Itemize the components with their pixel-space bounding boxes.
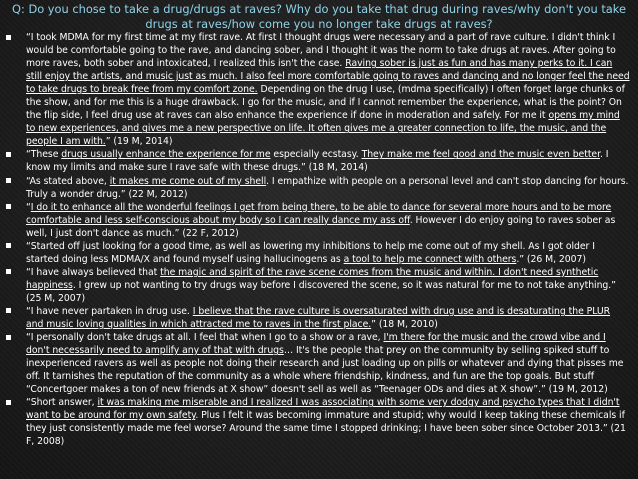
quote-text: … It's the people that prey on the community by selling spiked stuff to inexperienced ravers as well as people not doing their research and just loading up on pills or whatever and dying that pisses me off. It tarnishes the reputation of the community as a whole where friendship, kindness, and fun are the top goals. But stuff “Concertgoer makes a ton of new friends at X show” doesn't sell as well as “Teenager ODs and dies at X show”.” (19 M, 2012) [26, 345, 624, 396]
quote-text: Depending on the drug I use, (mdma specifically) I often forget large chunks of the show, and for me this is a huge drawback. I go for the music, and if I cannot remember the experience, what is the point? On the flip side, I feel drug use at raves can also enhance the experience if done in moderation and safely. For me it [26, 84, 625, 122]
quote-highlight: I believe that the rave culture is oversaturated with drug use and is desaturating the PLUR and music loving qualities in which attracted me to raves in the first place. [26, 305, 611, 331]
quote-text: “I have never partaken in drug use. [26, 305, 193, 317]
quote-highlight: I do it to enhance all the wonderful feelings I get from being there, to be able to dance for several more hours and to be more comfortable and less self-conscious about my body so I can really dance my ass off [26, 201, 612, 226]
quote-list [4, 31, 630, 449]
quote-item [4, 240, 630, 266]
quote-item [4, 266, 630, 305]
quote-text: . I grew up not wanting to try drugs way before I discovered the scene, so it was natural for me to not take anything.” (25 M, 2007) [26, 279, 616, 304]
quote-item [4, 331, 630, 396]
quote-highlight: Raving sober is just as fun and has many perks to it. I can still enjoy the artists, and music just as much. I also feel more comfortable going to raves and dancing and no longer feel the need to take drugs to break free from my comfort zone. [26, 58, 630, 96]
slide-title: Q: Do you chose to take a drug/drugs at raves? Why do you take that drug during raves/why don't you take drugs at raves/how come you no longer take drugs at raves? [12, 2, 626, 31]
square-bullet-icon [6, 178, 11, 183]
quote-highlight: it was making me miserable and I realized I was associating with some very dodgy and psycho types that I didn't want to be around for my own safety [26, 397, 620, 422]
quote-text: “I took MDMA for my first time at my first rave. At first I thought drugs were necessary and a part of rave culture. I didn't think I would be comfortable going to the rave, and dancing sober, and I thought it was the norm to take drugs at raves. After going to more raves, both sober and intoxicated, I realized this isn't the case. [26, 32, 616, 70]
quote-text: “I have always believed that [26, 266, 161, 278]
square-bullet-icon [6, 243, 11, 248]
quote-highlight: I'm there for the music and the crowd vibe and I don't necessarily need to amplify any of that with drugs [26, 332, 606, 357]
quote-text: “I personally don't take drugs at all. I feel that when I go to a show or a rave, [26, 332, 384, 344]
quote-item [4, 175, 630, 201]
square-bullet-icon [6, 269, 11, 274]
quote-text: . I know my limits and make sure I rave safe with these drugs.” (18 M, 2014) [26, 149, 609, 174]
quote-text: “ [26, 201, 31, 213]
square-bullet-icon [6, 335, 11, 340]
quote-highlight: drugs usually enhance the experience for me [61, 149, 271, 161]
quote-highlight: a tool to help me connect with others [343, 253, 517, 265]
quote-text: “As stated above, [26, 175, 110, 187]
quote-item [4, 201, 630, 240]
quote-highlight: the magic and spirit of the rave scene comes from the music and within. I don't need synthetic happiness [26, 266, 599, 291]
quote-text: ” (19 M, 2014) [105, 136, 173, 148]
quote-item [4, 396, 630, 448]
square-bullet-icon [6, 35, 11, 40]
square-bullet-icon [6, 308, 11, 313]
square-bullet-icon [6, 400, 11, 405]
quote-text: “Started off just looking for a good time, as well as lowering my inhibitions to help me come out of my shell. As I got older I started doing less MDMA/X and found myself using hallucinogens as [26, 240, 595, 265]
quote-highlight: opens my mind to new experiences, and gives me a new perspective on life. It often gives me a greater connection to life, the music, and the people I am with. [26, 110, 620, 148]
quote-text: .” (26 M, 2007) [516, 253, 586, 265]
square-bullet-icon [6, 152, 11, 157]
quote-item [4, 305, 630, 331]
quote-item [4, 31, 630, 148]
quote-text: especially ecstasy. [270, 149, 362, 161]
quote-text: “These [26, 149, 62, 161]
quote-item [4, 148, 630, 174]
quote-text: “Short answer, [26, 397, 98, 409]
quote-highlight: it makes me come out of my shell [109, 175, 267, 187]
quote-text: . However I do enjoy going to raves sober as well, I just don't dance as much.” (22 F, 2012) [26, 214, 616, 239]
quote-text: . Plus I felt it was becoming immature and stupid; why would I keep taking these chemicals if they just consistently made me feel worse? Around the same time I stopped drinking; I have been sober since October 2013.” (21 F, 2008) [26, 410, 626, 448]
quote-text: . I empathize with people on a personal level and can't stop dancing for hours. Truly a wonder drug.” (22 M, 2012) [26, 175, 629, 200]
quote-highlight: They make me feel good and the music even better [361, 149, 600, 161]
quote-text: ” (18 M, 2010) [371, 319, 438, 331]
square-bullet-icon [6, 204, 11, 209]
